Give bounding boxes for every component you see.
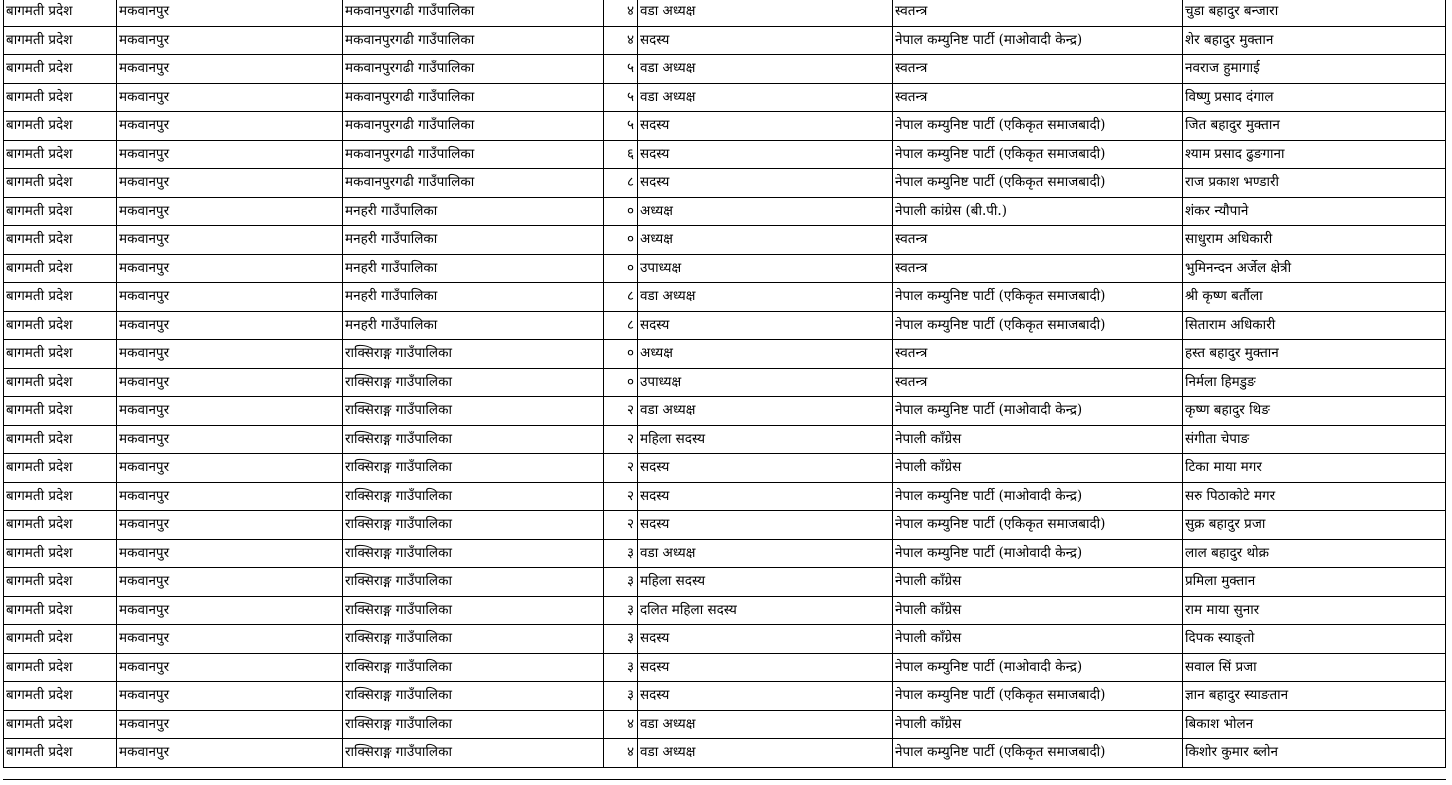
ward-cell: २ [604,454,638,483]
district-cell: मकवानपुर [117,368,343,397]
province-cell: बागमती प्रदेश [4,454,117,483]
municipality-cell: मकवानपुरगढी गाउँपालिका [343,140,604,169]
table-row [4,55,1446,84]
ward-cell: ४ [604,710,638,739]
table-row [4,511,1446,540]
district-cell: मकवानपुर [117,596,343,625]
party-cell: स्वतन्त्र [893,254,1183,283]
winner-name-cell: जित बहादुर मुक्तान [1183,112,1446,141]
post-cell: वडा अध्यक्ष [638,710,893,739]
ward-cell: ३ [604,653,638,682]
municipality-cell: राक्सिराङ्ग गाउँपालिका [343,482,604,511]
party-cell: नेपाल कम्युनिष्ट पार्टी (एकिकृत समाजबादी) [893,511,1183,540]
municipality-cell: मनहरी गाउँपालिका [343,254,604,283]
province-cell: बागमती प्रदेश [4,311,117,340]
party-cell: स्वतन्त्र [893,0,1183,26]
post-cell: सदस्य [638,482,893,511]
winner-name-cell: राम माया सुनार [1183,596,1446,625]
table-row [4,311,1446,340]
province-cell: बागमती प्रदेश [4,26,117,55]
table-row [4,254,1446,283]
winner-name-cell: श्री कृष्ण बर्तौला [1183,283,1446,312]
post-cell: वडा अध्यक्ष [638,397,893,426]
party-cell: नेपाली काँग्रेस [893,596,1183,625]
province-cell: बागमती प्रदेश [4,55,117,84]
winner-name-cell: किशोर कुमार ब्लोन [1183,739,1446,768]
district-cell: मकवानपुर [117,482,343,511]
ward-cell: ८ [604,169,638,198]
province-cell: बागमती प्रदेश [4,425,117,454]
party-cell: स्वतन्त्र [893,226,1183,255]
municipality-cell: राक्सिराङ्ग गाउँपालिका [343,539,604,568]
ward-cell: २ [604,397,638,426]
province-cell: बागमती प्रदेश [4,226,117,255]
province-cell: बागमती प्रदेश [4,596,117,625]
district-cell: मकवानपुर [117,397,343,426]
municipality-cell: राक्सिराङ्ग गाउँपालिका [343,739,604,768]
province-cell: बागमती प्रदेश [4,539,117,568]
post-cell: सदस्य [638,311,893,340]
ward-cell: ० [604,368,638,397]
province-cell: बागमती प्रदेश [4,710,117,739]
table-row [4,539,1446,568]
party-cell: नेपाल कम्युनिष्ट पार्टी (माओवादी केन्द्र) [893,26,1183,55]
party-cell: स्वतन्त्र [893,368,1183,397]
party-cell: स्वतन्त्र [893,340,1183,369]
municipality-cell: मनहरी गाउँपालिका [343,197,604,226]
district-cell: मकवानपुर [117,226,343,255]
municipality-cell: राक्सिराङ्ग गाउँपालिका [343,625,604,654]
table-row [4,682,1446,711]
ward-cell: ४ [604,0,638,26]
ward-cell: ३ [604,539,638,568]
election-results-table [3,0,1446,768]
ward-cell: २ [604,511,638,540]
municipality-cell: राक्सिराङ्ग गाउँपालिका [343,425,604,454]
ward-cell: ० [604,197,638,226]
province-cell: बागमती प्रदेश [4,625,117,654]
municipality-cell: राक्सिराङ्ग गाउँपालिका [343,340,604,369]
table-row [4,482,1446,511]
post-cell: वडा अध्यक्ष [638,739,893,768]
municipality-cell: राक्सिराङ्ग गाउँपालिका [343,511,604,540]
province-cell: बागमती प्रदेश [4,340,117,369]
ward-cell: ३ [604,596,638,625]
table-row [4,653,1446,682]
district-cell: मकवानपुर [117,26,343,55]
table-row [4,568,1446,597]
district-cell: मकवानपुर [117,83,343,112]
table-body [4,0,1446,767]
district-cell: मकवानपुर [117,140,343,169]
party-cell: नेपाल कम्युनिष्ट पार्टी (माओवादी केन्द्र) [893,397,1183,426]
province-cell: बागमती प्रदेश [4,0,117,26]
party-cell: नेपाल कम्युनिष्ट पार्टी (एकिकृत समाजबादी) [893,283,1183,312]
ward-cell: ४ [604,26,638,55]
district-cell: मकवानपुर [117,653,343,682]
province-cell: बागमती प्रदेश [4,511,117,540]
municipality-cell: राक्सिराङ्ग गाउँपालिका [343,454,604,483]
winner-name-cell: भुमिनन्दन अर्जेल क्षेत्री [1183,254,1446,283]
ward-cell: ६ [604,140,638,169]
ward-cell: ० [604,340,638,369]
province-cell: बागमती प्रदेश [4,140,117,169]
party-cell: नेपाल कम्युनिष्ट पार्टी (एकिकृत समाजबादी) [893,739,1183,768]
winner-name-cell: दिपक स्याङ्तो [1183,625,1446,654]
post-cell: वडा अध्यक्ष [638,283,893,312]
party-cell: स्वतन्त्र [893,83,1183,112]
district-cell: मकवानपुर [117,112,343,141]
province-cell: बागमती प्रदेश [4,397,117,426]
municipality-cell: मकवानपुरगढी गाउँपालिका [343,169,604,198]
party-cell: नेपाली काँग्रेस [893,568,1183,597]
table-row [4,454,1446,483]
district-cell: मकवानपुर [117,682,343,711]
winner-name-cell: श्याम प्रसाद ढुङगाना [1183,140,1446,169]
winner-name-cell: कृष्ण बहादुर थिङ [1183,397,1446,426]
district-cell: मकवानपुर [117,710,343,739]
district-cell: मकवानपुर [117,169,343,198]
table-row [4,596,1446,625]
province-cell: बागमती प्रदेश [4,653,117,682]
district-cell: मकवानपुर [117,511,343,540]
winner-name-cell: सवाल सिं प्रजा [1183,653,1446,682]
table-row [4,0,1446,26]
municipality-cell: मनहरी गाउँपालिका [343,283,604,312]
municipality-cell: राक्सिराङ्ग गाउँपालिका [343,710,604,739]
winner-name-cell: साधुराम अधिकारी [1183,226,1446,255]
table-row [4,140,1446,169]
post-cell: अध्यक्ष [638,340,893,369]
municipality-cell: राक्सिराङ्ग गाउँपालिका [343,368,604,397]
district-cell: मकवानपुर [117,55,343,84]
party-cell: नेपाली कांग्रेस (बी.पी.) [893,197,1183,226]
post-cell: सदस्य [638,112,893,141]
winner-name-cell: शेर बहादुर मुक्तान [1183,26,1446,55]
municipality-cell: मनहरी गाउँपालिका [343,311,604,340]
table-row [4,368,1446,397]
post-cell: वडा अध्यक्ष [638,55,893,84]
ward-cell: ५ [604,83,638,112]
ward-cell: २ [604,482,638,511]
district-cell: मकवानपुर [117,283,343,312]
post-cell: सदस्य [638,140,893,169]
ward-cell: ० [604,226,638,255]
winner-name-cell: हस्त बहादुर मुक्तान [1183,340,1446,369]
district-cell: मकवानपुर [117,311,343,340]
ward-cell: ३ [604,568,638,597]
ward-cell: ३ [604,625,638,654]
province-cell: बागमती प्रदेश [4,83,117,112]
province-cell: बागमती प्रदेश [4,283,117,312]
province-cell: बागमती प्रदेश [4,112,117,141]
party-cell: स्वतन्त्र [893,55,1183,84]
province-cell: बागमती प्रदेश [4,368,117,397]
post-cell: सदस्य [638,682,893,711]
table-row [4,739,1446,768]
table-row [4,625,1446,654]
table-row [4,425,1446,454]
table-row [4,397,1446,426]
post-cell: सदस्य [638,625,893,654]
party-cell: नेपाली काँग्रेस [893,425,1183,454]
ward-cell: २ [604,425,638,454]
table-row [4,112,1446,141]
municipality-cell: राक्सिराङ्ग गाउँपालिका [343,596,604,625]
post-cell: सदस्य [638,511,893,540]
ward-cell: ८ [604,283,638,312]
winner-name-cell: चुडा बहादुर बन्जारा [1183,0,1446,26]
winner-name-cell: राज प्रकाश भण्डारी [1183,169,1446,198]
ward-cell: ५ [604,55,638,84]
table-row [4,197,1446,226]
municipality-cell: राक्सिराङ्ग गाउँपालिका [343,682,604,711]
post-cell: सदस्य [638,26,893,55]
province-cell: बागमती प्रदेश [4,169,117,198]
winner-name-cell: सुक्र बहादुर प्रजा [1183,511,1446,540]
winner-name-cell: बिकाश भोलन [1183,710,1446,739]
post-cell: वडा अध्यक्ष [638,83,893,112]
winner-name-cell: निर्मला हिमडुङ [1183,368,1446,397]
post-cell: वडा अध्यक्ष [638,539,893,568]
table-row [4,340,1446,369]
ward-cell: ३ [604,682,638,711]
post-cell: सदस्य [638,653,893,682]
district-cell: मकवानपुर [117,254,343,283]
winner-name-cell: शंकर न्यौपाने [1183,197,1446,226]
party-cell: नेपाल कम्युनिष्ट पार्टी (माओवादी केन्द्र) [893,539,1183,568]
party-cell: नेपाल कम्युनिष्ट पार्टी (एकिकृत समाजबादी) [893,311,1183,340]
party-cell: नेपाल कम्युनिष्ट पार्टी (एकिकृत समाजबादी) [893,140,1183,169]
party-cell: नेपाल कम्युनिष्ट पार्टी (एकिकृत समाजबादी) [893,169,1183,198]
winner-name-cell: ज्ञान बहादुर स्याङतान [1183,682,1446,711]
municipality-cell: राक्सिराङ्ग गाउँपालिका [343,397,604,426]
district-cell: मकवानपुर [117,739,343,768]
district-cell: मकवानपुर [117,454,343,483]
province-cell: बागमती प्रदेश [4,197,117,226]
post-cell: महिला सदस्य [638,568,893,597]
province-cell: बागमती प्रदेश [4,254,117,283]
district-cell: मकवानपुर [117,568,343,597]
winner-name-cell: विष्णु प्रसाद दंगाल [1183,83,1446,112]
party-cell: नेपाल कम्युनिष्ट पार्टी (एकिकृत समाजबादी) [893,682,1183,711]
district-cell: मकवानपुर [117,625,343,654]
post-cell: सदस्य [638,169,893,198]
winner-name-cell: सरु पिठाकोटे मगर [1183,482,1446,511]
ward-cell: ० [604,254,638,283]
municipality-cell: राक्सिराङ्ग गाउँपालिका [343,653,604,682]
party-cell: नेपाल कम्युनिष्ट पार्टी (माओवादी केन्द्र) [893,653,1183,682]
table-row [4,169,1446,198]
post-cell: दलित महिला सदस्य [638,596,893,625]
municipality-cell: मकवानपुरगढी गाउँपालिका [343,26,604,55]
municipality-cell: मकवानपुरगढी गाउँपालिका [343,83,604,112]
municipality-cell: राक्सिराङ्ग गाउँपालिका [343,568,604,597]
province-cell: बागमती प्रदेश [4,739,117,768]
post-cell: महिला सदस्य [638,425,893,454]
ward-cell: ५ [604,112,638,141]
party-cell: नेपाल कम्युनिष्ट पार्टी (माओवादी केन्द्र) [893,482,1183,511]
municipality-cell: मकवानपुरगढी गाउँपालिका [343,112,604,141]
table-row [4,83,1446,112]
municipality-cell: मकवानपुरगढी गाउँपालिका [343,55,604,84]
winner-name-cell: टिका माया मगर [1183,454,1446,483]
party-cell: नेपाल कम्युनिष्ट पार्टी (एकिकृत समाजबादी) [893,112,1183,141]
post-cell: उपाध्यक्ष [638,254,893,283]
province-cell: बागमती प्रदेश [4,682,117,711]
district-cell: मकवानपुर [117,425,343,454]
ward-cell: ८ [604,311,638,340]
winner-name-cell: लाल बहादुर थोक्र [1183,539,1446,568]
table-row [4,26,1446,55]
party-cell: नेपाली काँग्रेस [893,710,1183,739]
winner-name-cell: नवराज हुमागाई [1183,55,1446,84]
post-cell: अध्यक्ष [638,197,893,226]
post-cell: अध्यक्ष [638,226,893,255]
post-cell: वडा अध्यक्ष [638,0,893,26]
district-cell: मकवानपुर [117,197,343,226]
municipality-cell: मनहरी गाउँपालिका [343,226,604,255]
table-row [4,283,1446,312]
province-cell: बागमती प्रदेश [4,568,117,597]
table-bottom-border [3,779,1446,780]
district-cell: मकवानपुर [117,340,343,369]
post-cell: सदस्य [638,454,893,483]
table-row [4,226,1446,255]
post-cell: उपाध्यक्ष [638,368,893,397]
table-row [4,710,1446,739]
winner-name-cell: प्रमिला मुक्तान [1183,568,1446,597]
party-cell: नेपाली काँग्रेस [893,454,1183,483]
winner-name-cell: सिताराम अधिकारी [1183,311,1446,340]
ward-cell: ४ [604,739,638,768]
party-cell: नेपाली काँग्रेस [893,625,1183,654]
winner-name-cell: संगीता चेपाङ [1183,425,1446,454]
province-cell: बागमती प्रदेश [4,482,117,511]
district-cell: मकवानपुर [117,0,343,26]
district-cell: मकवानपुर [117,539,343,568]
municipality-cell: मकवानपुरगढी गाउँपालिका [343,0,604,26]
